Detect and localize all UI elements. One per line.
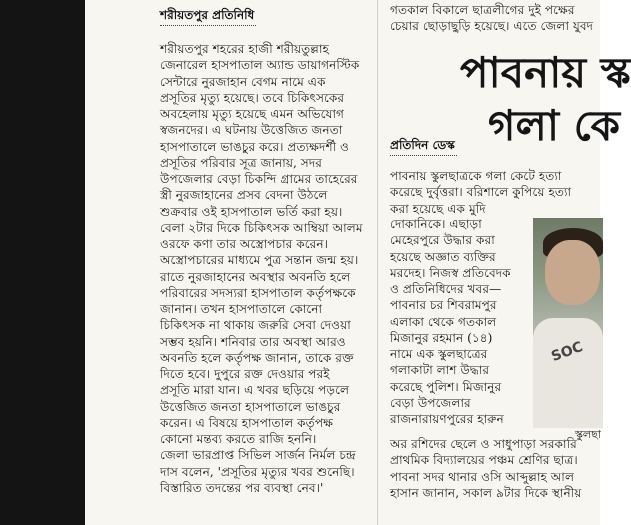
left-article-line: বিস্তারিত তদন্তের পর ব্যবস্থা নেব।' bbox=[160, 480, 324, 495]
right-article-body-narrow bbox=[390, 216, 530, 427]
left-article-line: করেন। এ বিষয়ে হাসপাতাল কর্তৃপক্ষ bbox=[160, 415, 333, 430]
right-article-line: রাজনারায়ণপুরের হারুন bbox=[390, 412, 504, 426]
left-article-line: জেলা ভারপ্রাপ্ত সিভিল সার্জন নির্মল চন্দ্র bbox=[160, 448, 356, 463]
right-article-line: হাসান জানান, সকাল ৯টার দিকে স্থানীয় bbox=[390, 485, 582, 500]
right-article-line: গলাকাটা লাশ উদ্ধার bbox=[390, 363, 490, 378]
photo-caption: স্কুলছা bbox=[575, 428, 601, 441]
left-article bbox=[160, 39, 370, 496]
left-article-line: চিকিৎসক না থাকায় জরুরি সেবা দেওয়া bbox=[160, 318, 351, 333]
left-article-line: প্রসূতির পরিবার সূত্র জানায়, সদর bbox=[160, 155, 322, 170]
right-article-line: করা হয়েছে এক মুদি bbox=[390, 201, 486, 216]
left-article-line: দাস বলেন, 'প্রসূতির মৃত্যুর খবর শুনেছি। bbox=[160, 464, 355, 479]
left-article-line: স্বজনদের। এ ঘটনায় উত্তেজিত জনতা bbox=[160, 123, 343, 138]
left-article-line: পরিবারের সদস্যরা হাসপাতাল কর্তৃপক্ষকে bbox=[160, 285, 356, 300]
right-article-line: দোকানিকে। এছাড়া bbox=[390, 217, 482, 231]
photo-face bbox=[545, 240, 600, 305]
right-top-line: চেয়ার ছোড়াছুড়ি হয়েছে। এতে জেলা যুবদ bbox=[390, 19, 594, 34]
right-article-line: পাবনায় স্কুলছাত্রকে গলা কেটে হত্যা bbox=[390, 169, 562, 183]
left-article-line: জানান। তখন হাসপাতালে কোনো bbox=[160, 302, 323, 316]
right-article-byline: প্রতিদিন ডেস্ক bbox=[390, 138, 455, 152]
headline-line-1: পাবনায় স্ক bbox=[460, 48, 631, 97]
left-article-line: অবনতি হলে কর্তৃপক্ষ জানান, তাকে রক্ত bbox=[160, 350, 354, 365]
left-article-line: উত্তেজিত জনতা হাসপাতালে ভাঙচুর bbox=[160, 399, 341, 414]
right-top-snippet bbox=[390, 2, 605, 35]
right-article-body-bottom bbox=[390, 436, 605, 501]
left-article-line: শুক্রবার ওই হাসপাতাল ভর্তি করা হয়। bbox=[160, 204, 343, 219]
left-article-line: দিতে হবে। দুপুরে রক্ত দেওয়ার পরই bbox=[160, 367, 330, 381]
right-article-line: ও প্রতিনিধিদের খবর— bbox=[390, 282, 502, 296]
left-article-line: জেনারেল হাসপাতাল অ্যান্ড ডায়াগনস্টিক bbox=[160, 58, 360, 73]
right-article-line: বেড়া উপজেলার bbox=[390, 395, 471, 410]
left-article-line: অস্ত্রোপচারের মাধ্যমে পুত্র সন্তান জন্ম হয়। bbox=[160, 253, 359, 268]
photo-shirt bbox=[533, 318, 603, 428]
right-article-line: এলাকা থেকে গতকাল bbox=[390, 314, 497, 329]
right-article-line: পাবনার চর শিবরামপুর bbox=[390, 298, 497, 313]
left-article-line: স্ত্রী নুরজাহানের প্রসব বেদনা উঠলে bbox=[160, 188, 328, 203]
right-article-line: পাবনা সদর থানার ওসি আব্দুল্লাহ আল bbox=[390, 469, 575, 484]
headline-line-2: গলা কে bbox=[488, 101, 621, 150]
left-article-body bbox=[160, 41, 370, 496]
left-article-line: প্রসূতির মৃত্যু হয়েছে। তবে চিকিৎসকের bbox=[160, 90, 345, 105]
left-article-line: ওরফে কণা তার অস্ত্রোপচার করেন। bbox=[160, 237, 329, 251]
right-article-line: করেছে পুলিশ। মিজানুর bbox=[390, 379, 502, 394]
left-article-line: হাসপাতালে ভাঙচুর করে। প্রত্যক্ষদর্শী ও bbox=[160, 139, 349, 154]
right-article-line: হয়েছে অজ্ঞাত ব্যক্তির bbox=[390, 249, 496, 264]
left-article-line: শরীয়তপুর শহরের হাজী শরীয়তুল্লাহ bbox=[160, 42, 329, 56]
photo-shirt-text: SOC bbox=[549, 338, 586, 366]
left-article-line: সম্ভব হয়নি। শনিবার তার অবস্থা আরও bbox=[160, 334, 346, 349]
column-divider bbox=[377, 0, 378, 525]
right-article-line: মেহেরপুরে উদ্ধার করা bbox=[390, 233, 495, 248]
article-photo bbox=[533, 218, 603, 423]
left-article-line: বেলা ২টার দিকে চিকিৎসক আম্বিয়া আলম bbox=[160, 220, 363, 235]
right-article-line: প্রাথমিক বিদ্যালয়ের পঞ্চম শ্রেণির ছাত্র। bbox=[390, 453, 578, 468]
right-top-line: গতকাল বিকালে ছাত্রলীগের দুই পক্ষের bbox=[390, 3, 575, 17]
right-article-body-top bbox=[390, 168, 605, 217]
dark-page-edge bbox=[0, 0, 85, 525]
left-article-line: উপজেলার বেড়া চিকন্দি গ্রামের তাহেরের bbox=[160, 172, 358, 186]
left-article-line: রাতে নুরজাহানের অবস্থার অবনতি হলে bbox=[160, 269, 351, 284]
left-article-line: সেন্টারে নুরজাহান বেগম নামে এক bbox=[160, 74, 326, 89]
left-article-byline: শরীয়তপুর প্রতিনিধি bbox=[160, 8, 255, 22]
left-article-line: অবহেলায় মৃত্যু হয়েছে এমন অভিযোগ bbox=[160, 107, 345, 121]
left-article-line: কোনো মন্তব্য করতে রাজি হননি। bbox=[160, 432, 317, 446]
left-article-line: প্রসূতি মারা যান। এ খবর ছড়িয়ে পড়লে bbox=[160, 383, 350, 398]
right-article-line: নামে এক স্কুলছাত্রের bbox=[390, 347, 488, 361]
right-article-line: মরদেহ। নিজস্ব প্রতিবেদক bbox=[390, 265, 511, 280]
right-article-line: করেছে দুর্বৃত্তরা। বরিশালে কুপিয়ে হত্যা bbox=[390, 185, 572, 200]
right-article-line: মিজানুর রহমান (১৪) bbox=[390, 330, 493, 345]
right-article-line: অর রশিদের ছেলে ও সাধুপাড়া সরকারি bbox=[390, 437, 577, 451]
